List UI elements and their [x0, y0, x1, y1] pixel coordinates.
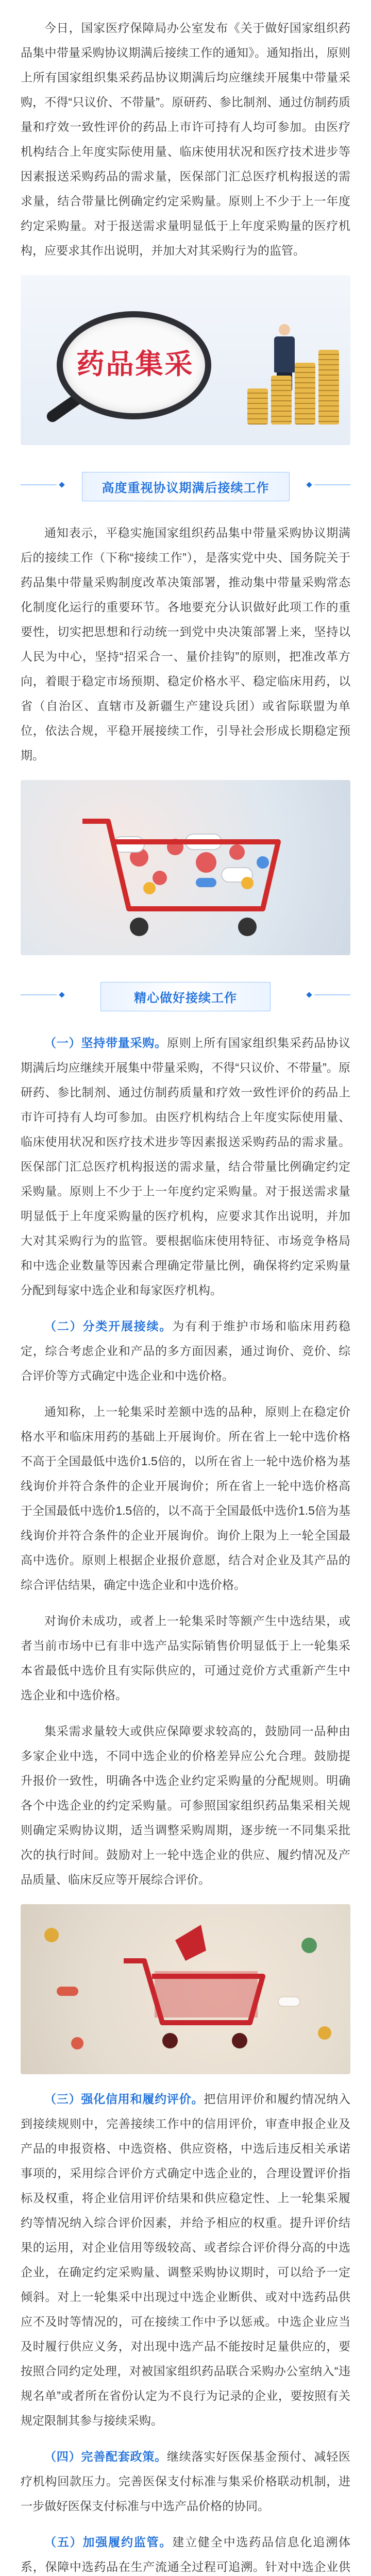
coin-stack — [295, 363, 315, 425]
coin-stack — [247, 388, 268, 425]
bidding-paragraph: 对询价未成功，或者上一轮集采时等额产生中选结果，或者当前市场中已有非中选产品实际销售价明显低于上一轮集采本省最低中选价且有实际供应的，可通过竞价方式重新产生中选企业和中选价格。 — [21, 1614, 350, 1702]
point-4-paragraph — [0, 2444, 371, 2518]
point-2-paragraph — [0, 1314, 371, 1388]
coin-stack — [318, 350, 339, 425]
figure-title: 药品集采 — [76, 348, 194, 380]
section-title: 精心做好接续工作 — [100, 982, 271, 1011]
point-2-lead: （二）分类开展接续。 — [44, 1319, 173, 1333]
drug-procurement-illustration — [21, 275, 350, 445]
point-5-paragraph — [0, 2530, 371, 2576]
point-1-lead: （一）坚持带量采购。 — [44, 1036, 167, 1049]
intro-paragraph: 今日，国家医疗保障局办公室发布《关于做好国家组织药品集中带量采购协议期满后接续工作的通知》。通知指出，原则上所有国家组织集采药品协议期满后均应继续开展集中带量采购，不得“只议价、不带量”。原研药、参比制剂、通过仿制药质量和疗效一致性评价的药品上市许可持有人均可参加。由医疗机构结合上年度实际使用量、临床使用状况和医疗技术进步等因素报送采购药品的需求量，医保部门汇总医疗机构报送的需求量，结合带量比例确定约定采购量。原则上不少于上一年度约定采购量。对于报送需求量明显低于上年度采购量的医疗机构，应要求其作出说明，并加大对其采购行为的监管。 — [21, 21, 350, 257]
cart-icon — [21, 780, 350, 955]
point-2-detail: 通知称，上一轮集采时差额中选的品种，原则上在稳定价格水平和临床用药的基础上开展询价。所在省上一轮中选价格不高于全国最低中选价1.5倍的，以所在省上一轮中选价格为基线询价并符合条件的企业开展询价；所在省上一轮中选价格高于全国最低中选价1.5倍的，以不高于全国最低中选价1.5倍为基线询价并符合条件的企业开展询价。询价上限为上一轮全国最高中选价。原则上根据企业报价意愿，结合对企业及其产品的综合评估结果，确定中选企业和中选价格。 — [21, 1405, 350, 1591]
point-4-lead: （四）完善配套政策。 — [44, 2450, 167, 2463]
point-5-body: 建立健全中选药品信息化追溯体系，保障中选药品在生产流通全过程可追溯。针对中选企业供 — [21, 2535, 351, 2573]
section-header-2 — [21, 975, 350, 1015]
point-4-body: 继续落实好医保基金预付、减轻医疗机构回款压力。完善医保支付标准与集采价格联动机制，进一步做好医保支付标准与中选产品价格的协同。 — [21, 2450, 351, 2513]
section-title: 高度重视协议期满后接续工作 — [82, 472, 290, 501]
coin-stack — [271, 376, 292, 425]
point-2-body: 为有利于维护市场和临床用药稳定，综合考虑企业和产品的多方面因素，通过询价、竞价、综合评价等方式确定中选企业和中选价格。 — [21, 1319, 351, 1382]
point-1-paragraph — [0, 1030, 371, 1302]
pill-cart-icon — [21, 1904, 350, 2074]
section-header-1 — [21, 465, 350, 505]
point-5-lead: （五）加强履约监管。 — [44, 2535, 173, 2549]
multi-supplier-paragraph: 集采需求量较大或供应保障要求较高的，鼓励同一品种由多家企业中选，不同中选企业的价格差异应公允合理。鼓励提升报价一致性，明确各中选企业约定采购量的分配规则。明确各个中选企业的约定采购量。可参照国家组织药品集采相关规则确定采购协议期，适当调整采购周期，逐步统一不同集采批次的执行时间。鼓励对上一轮中选企业的供应、履约情况及产品质量、临床反应等开展综合评价。 — [21, 1724, 350, 1886]
point-3-lead: （三）强化信用和履约评价。 — [44, 2092, 204, 2106]
pill-cart-photo — [21, 1904, 350, 2074]
section1-paragraph: 通知表示，平稳实施国家组织药品集中带量采购协议期满后的接续工作（下称“接续工作”），是落实党中央、国务院关于药品集中带量采购制度改革决策部署，推动集中带量采购常态化制度化运行的重要环节。各地要充分认识做好此项工作的重要性，切实把思想和行动统一到党中央决策部署上来，坚持以人民为中心，坚持“招采合一、量价挂钩”的原则，把准改革方向，着眼于稳定市场预期、稳定价格水平、稳定临床用药，以省（自治区、直辖市及新疆生产建设兵团）或省际联盟为单位，依法合规，平稳开展接续工作，引导社会形成长期稳定预期。 — [21, 526, 350, 762]
point-3-paragraph — [0, 2087, 371, 2433]
point-3-body: 把信用评价和履约情况纳入到接续规则中，完善接续工作中的信用评价，审查申报企业及产品的申报资格、中选资格、供应资格，中选后违反相关承诺事项的，采用综合评价方式确定中选企业的，合理设置评价指标及权重，将企业信用评价结果和供应稳定性、上一轮集采履约等情况纳入综合评价因素，并给予相应的权重。提升评价结果的运用，对企业信用等级较高、或者综合评价得分高的中选企业，在确定约定采购量、调整采购协议期时，可以给予一定倾斜。对上一轮集采中出现过中选企业断供、或对中选药品供应不及时等情况的，可在接续工作中予以惩戒。中选企业应当及时履行供应义务，对出现中选产品不能按时足量供应的，要按照合同约定处理，对被国家组织药品联合采购办公室纳入“违规名单”或者所在省份认定为不良行为记录的企业，要按照有关规定限制其参与接续采购。 — [21, 2092, 351, 2427]
medicine-cart-photo — [21, 780, 350, 955]
point-1-body: 原则上所有国家组织集采药品协议期满后均应继续开展集中带量采购，不得“只议价、不带量”。原研药、参比制剂、通过仿制药质量和疗效一致性评价的药品上市许可持有人均可参加。由医疗机构结合上年度实际使用量、临床使用状况和医疗技术进步等因素报送采购药品的需求量。医保部门汇总医疗机构报送的需求量，结合带量比例确定约定采购量。原则上不少于上一年度约定采购量。对于报送需求量明显低于上年度采购量的医疗机构，应要求其作出说明，并加大对其采购行为的监管。要根据临床使用特征、市场竞争格局和中选企业数量等因素合理确定带量比例，确保将约定采购量分配到每家中选企业和每家医疗机构。 — [21, 1036, 351, 1297]
